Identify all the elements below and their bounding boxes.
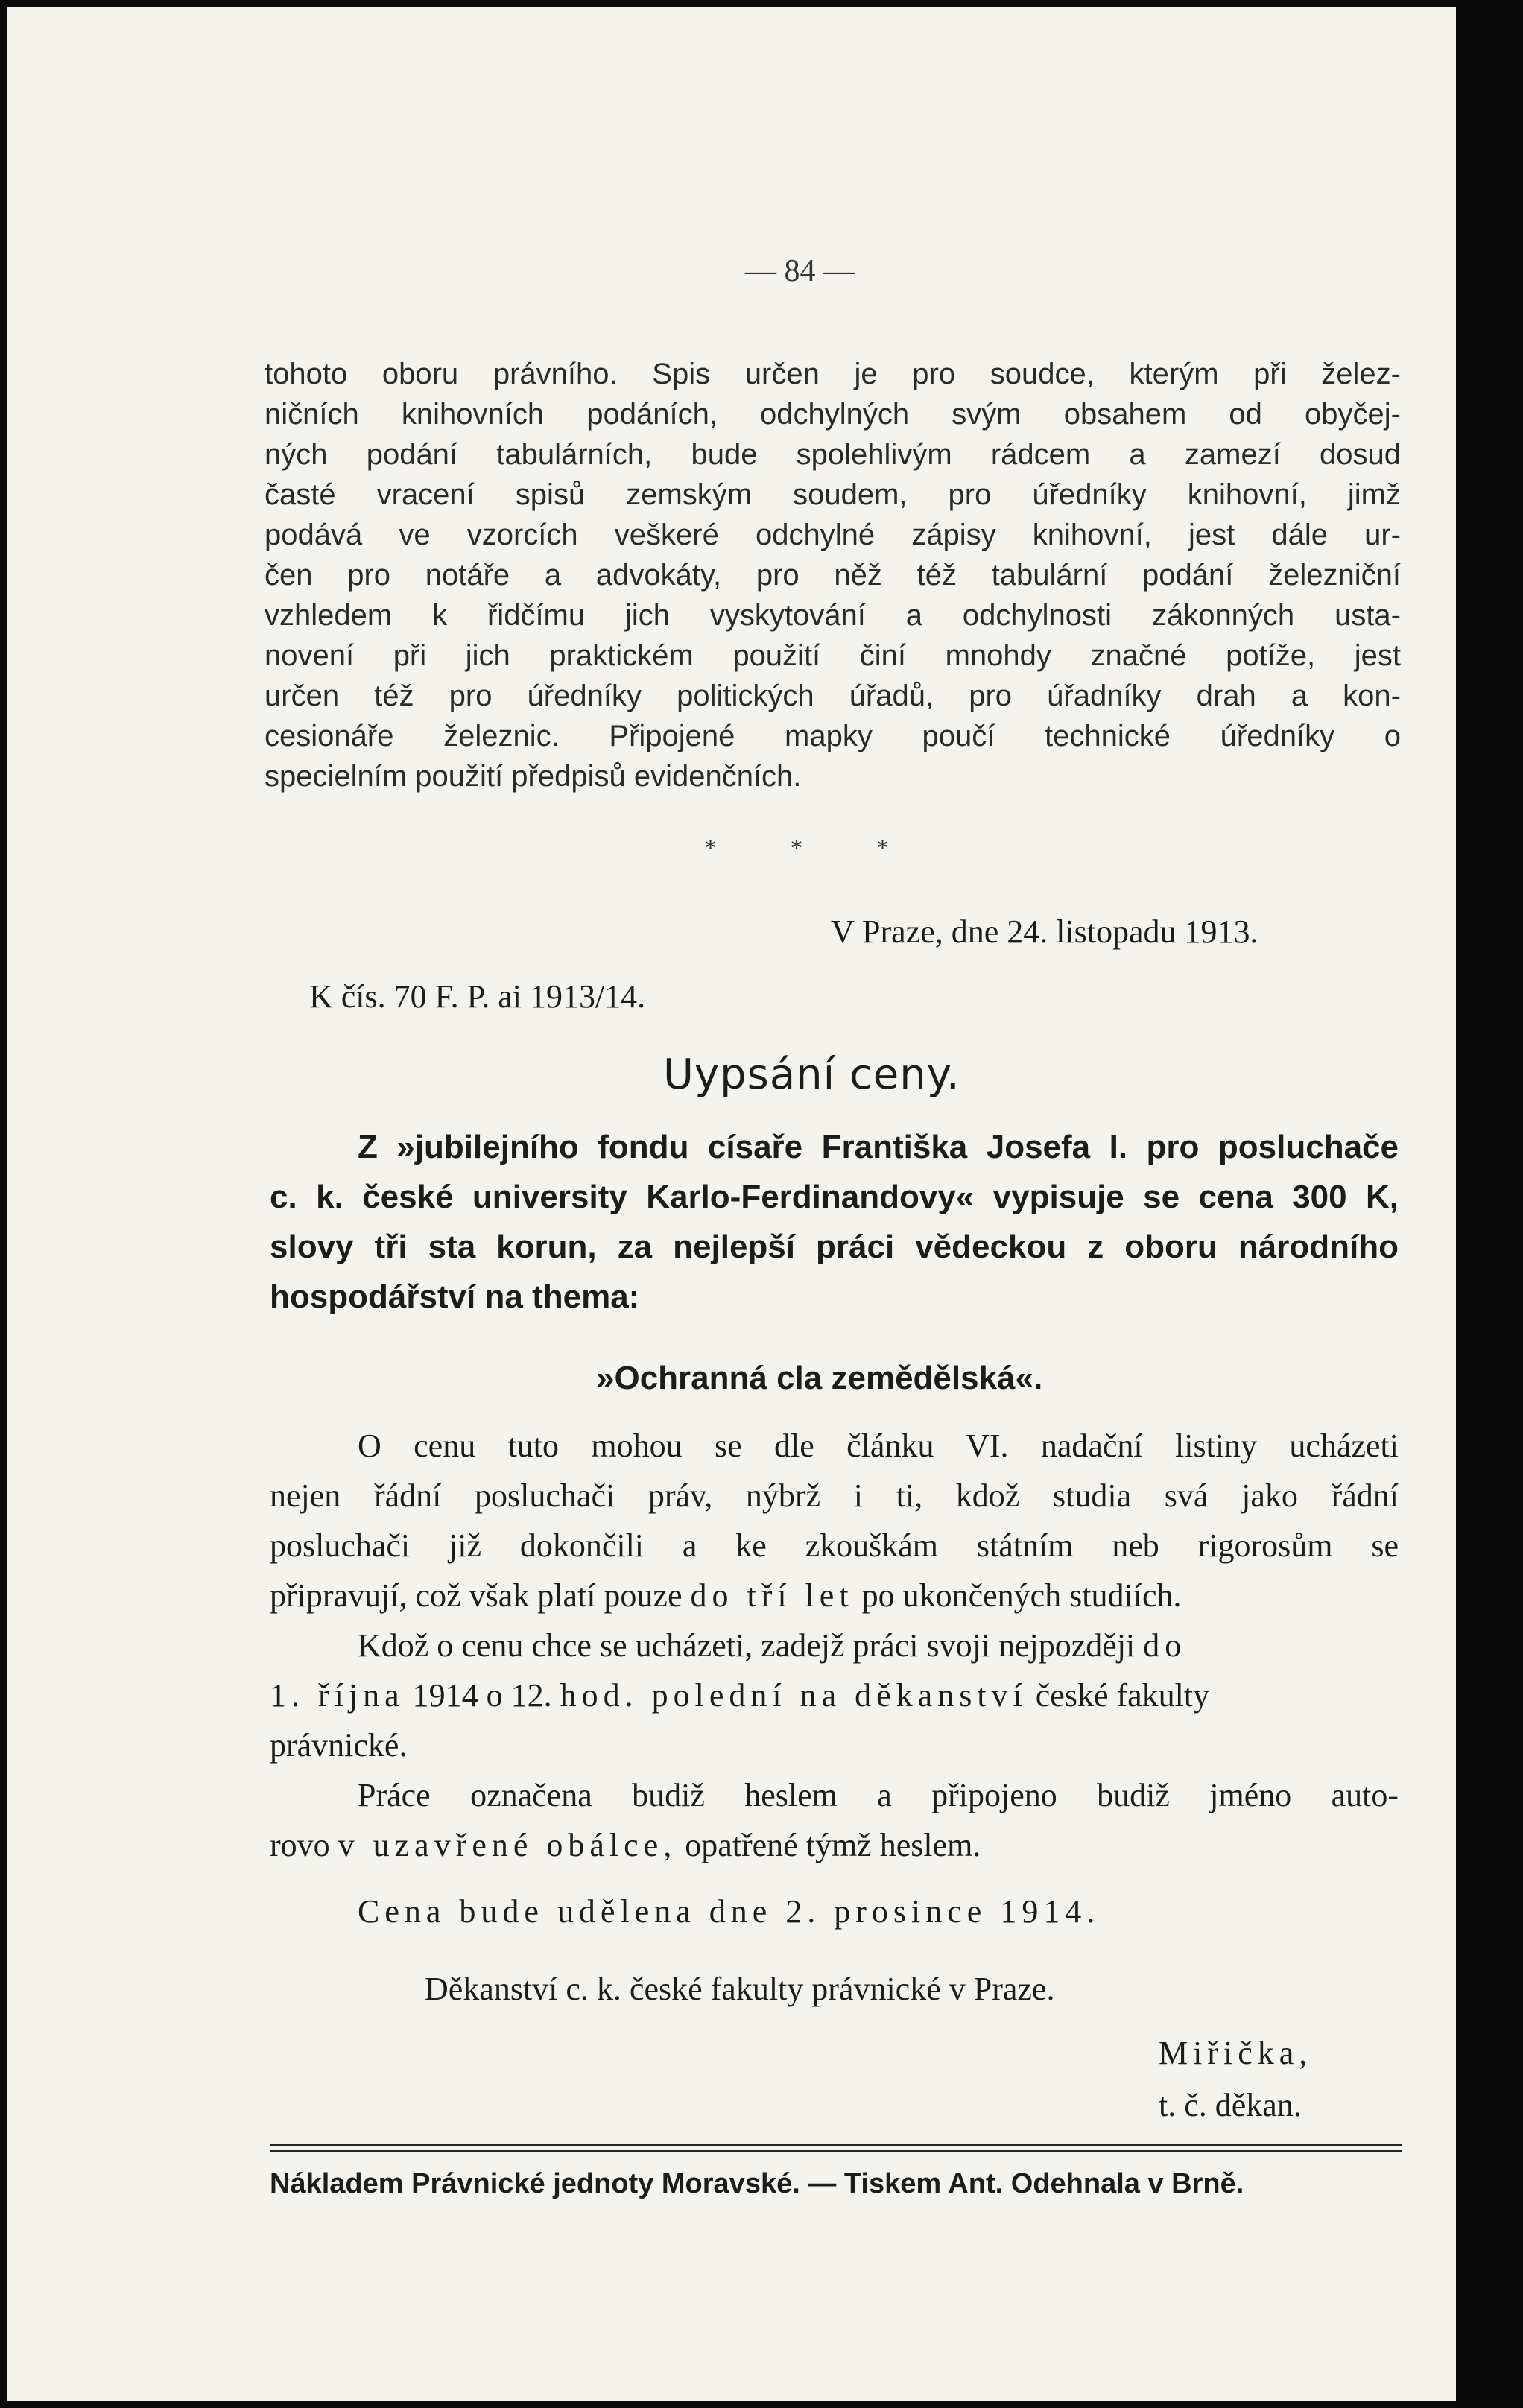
bold-line-3: slovy tři sta korun, za nejlepší práci vědeckou z oboru národního [270, 1229, 1399, 1265]
reference-number: K čís. 70 F. P. ai 1913/14. [309, 978, 646, 1015]
para2-line-3: právnické. [270, 1727, 408, 1764]
prize-theme: »Ochranná cla zemědělská«. [596, 1360, 1043, 1396]
para1-line-4-end: po ukončených studiích. [861, 1577, 1182, 1614]
spaced-emphasis: do [1143, 1627, 1187, 1664]
scan-border [1456, 7, 1492, 2401]
place-date: V Praze, dne 24. listopadu 1913. [831, 913, 1258, 950]
para3-line-2-end: opatřené týmž heslem. [685, 1827, 981, 1863]
para2-line-2-text: 1914 o 12. [412, 1677, 552, 1714]
award-date: Cena bude udělena dne 2. prosince 1914. [358, 1893, 1101, 1930]
bold-line-2: c. k. české university Karlo-Ferdinandovy« vypisuje se cena 300 K, [270, 1179, 1399, 1215]
para1-line-1: O cenu tuto mohou se dle článku VI. nadační listiny ucházeti [358, 1428, 1399, 1464]
page-heading: Uypsání ceny. [663, 1051, 960, 1099]
para1-line-3: posluchači již dokončili a ke zkouškám státním neb rigorosům se [270, 1527, 1399, 1564]
intro-line-9: určen též pro úředníky politických úřadů, pro úřadníky drah a kon- [265, 679, 1401, 712]
para3-line-1: Práce označena budiž heslem a připojeno budiž jméno auto- [358, 1777, 1399, 1813]
intro-line-11: specielním použití předpisů evidenčních. [265, 760, 802, 793]
intro-line-1: tohoto oboru právního. Spis určen je pro soudce, kterým při želez- [265, 358, 1401, 390]
footer-imprint: Nákladem Právnické jednoty Moravské. — Tiskem Ant. Odehnala v Brně. [270, 2168, 1244, 2199]
footer-rule-top [270, 2144, 1402, 2146]
para2-line-1 [358, 1626, 1186, 1664]
para3-line-2-start: rovo [270, 1827, 330, 1863]
para2-line-2-end: české fakulty [1035, 1677, 1210, 1714]
para2-line-2 [270, 1676, 1209, 1714]
para1-line-2: nejen řádní posluchači práv, nýbrž i ti, kdož studia svá jako řádní [270, 1477, 1399, 1514]
issuer: Děkanství c. k. české fakulty právnické v Praze. [425, 1971, 1055, 2007]
intro-line-6: čen pro notáře a advokáty, pro něž též tabulární podání železniční [265, 559, 1401, 592]
intro-line-8: novení při jich praktickém použití činí mnohdy značné potíže, jest [265, 639, 1401, 672]
page-number: — 84 — [745, 254, 855, 288]
intro-line-2: ničních knihovních podáních, odchylných svým obsahem od obyčej- [265, 398, 1401, 431]
spaced-emphasis: 1. října [270, 1677, 405, 1714]
intro-line-10: cesionáře železnic. Připojené mapky poučí technické úředníky o [265, 720, 1401, 752]
intro-line-7: vzhledem k řidčímu jich vyskytování a odchylnosti zákonných usta- [265, 599, 1401, 632]
intro-line-3: ných podání tabulárních, bude spolehlivým rádcem a zamezí dosud [265, 438, 1401, 471]
signature-title: t. č. děkan. [1159, 2087, 1302, 2123]
spaced-emphasis: v uzavřené obálce, [338, 1827, 677, 1863]
para1-line-4-start: připravují, což však platí pouze [270, 1577, 683, 1614]
signature-name: Miřička, [1159, 2035, 1313, 2071]
footer-rule-bottom [270, 2150, 1402, 2152]
bold-line-1: Z »jubilejního fondu císaře Františka Josefa I. pro posluchače [358, 1129, 1399, 1165]
document-page [7, 7, 1492, 2401]
spaced-emphasis: hod. polední na děkanství [560, 1677, 1028, 1714]
para2-line-1-text: Kdož o cenu chce se ucházeti, zadejž práci svoji nejpozději [358, 1627, 1136, 1664]
intro-line-5: podává ve vzorcích veškeré odchylné zápisy knihovní, jest dále ur- [265, 519, 1401, 551]
section-separator: * * * [704, 834, 889, 862]
para3-line-2 [270, 1826, 981, 1864]
para1-line-4 [270, 1577, 1182, 1615]
bold-line-4: hospodářství na thema: [270, 1279, 640, 1315]
spaced-emphasis: do tří let [690, 1577, 854, 1614]
intro-line-4: časté vracení spisů zemským soudem, pro úředníky knihovní, jimž [265, 478, 1401, 511]
